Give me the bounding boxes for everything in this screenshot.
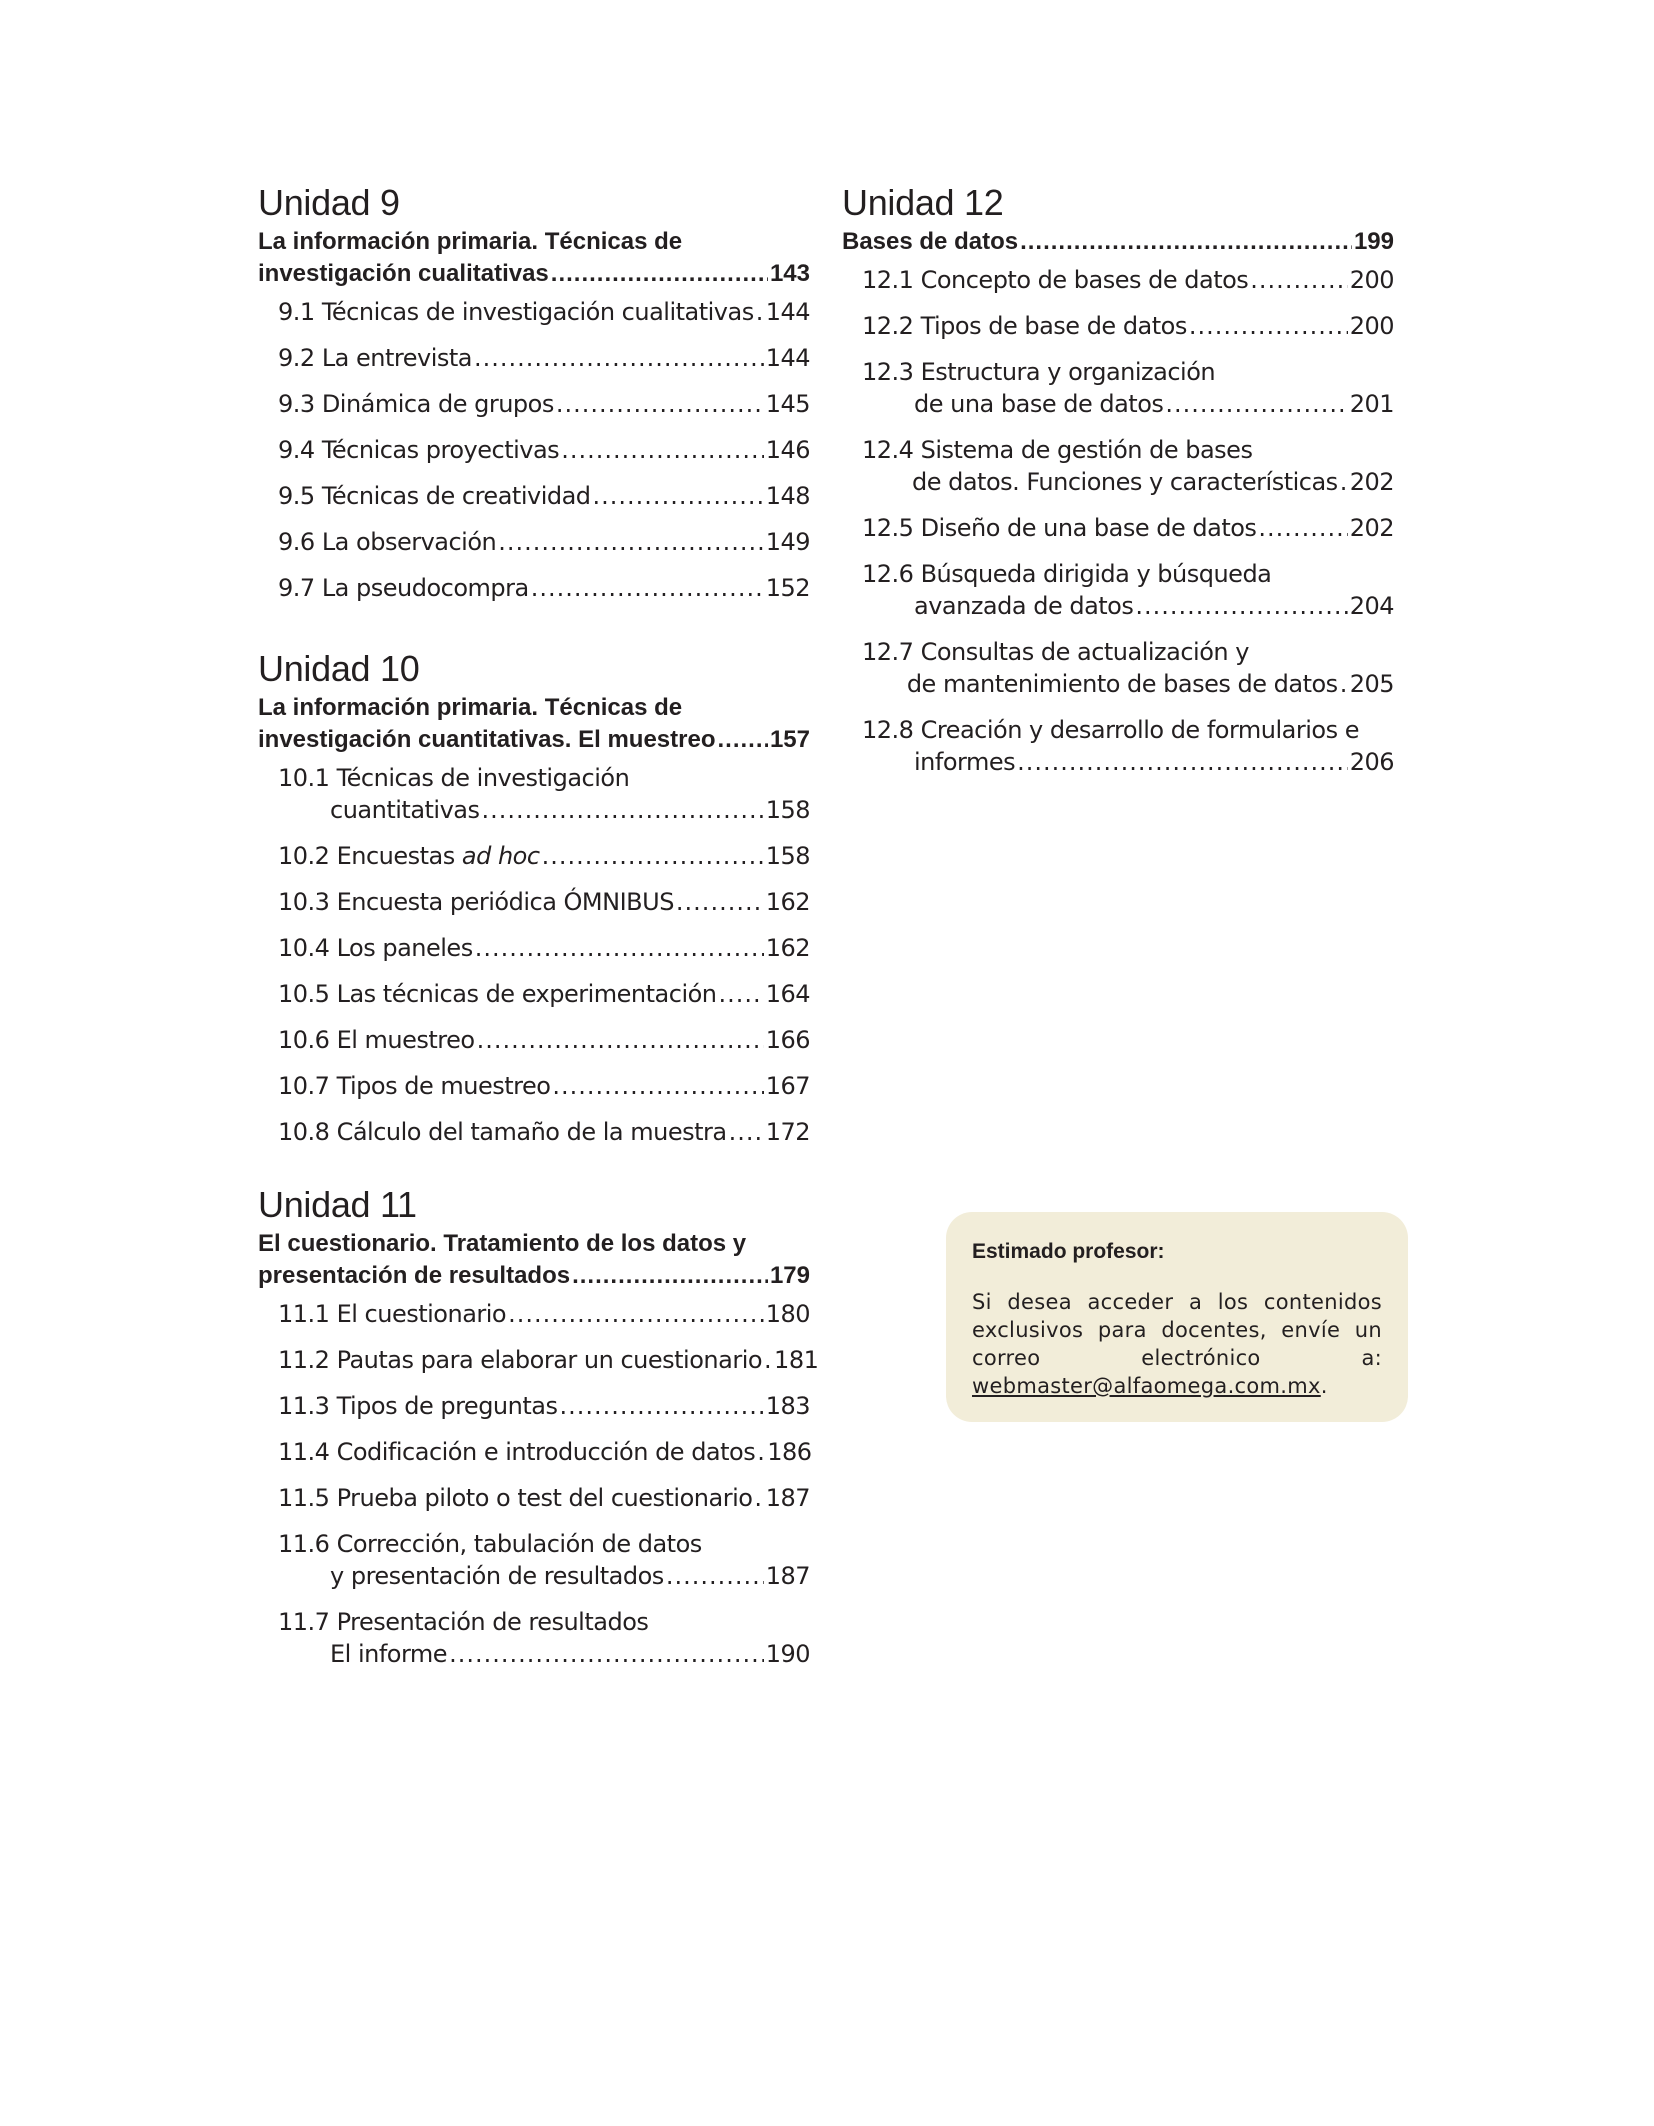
entry-number: 12.8 [862, 716, 914, 744]
entry-number: 10.8 [278, 1118, 330, 1146]
entry-text: Presentación de resultados [336, 1608, 649, 1636]
entry-text: Técnicas de creatividad [321, 482, 591, 510]
page-number: 183 [765, 1392, 810, 1420]
leader-dots [474, 342, 764, 374]
toc-entry-9-1[interactable] [258, 296, 810, 328]
unit-title: Unidad 11 [258, 1184, 417, 1225]
entry-number: 12.7 [862, 638, 914, 666]
page-number: 179 [769, 1262, 810, 1289]
page-number: 144 [765, 298, 811, 326]
page-number: 149 [765, 528, 810, 556]
unit-subtitle [258, 1228, 810, 1292]
leader-dots [561, 434, 764, 466]
page-number: 187 [765, 1484, 810, 1512]
unit-subtitle-text: presentación de resultados [258, 1262, 571, 1289]
page-number: 187 [765, 1562, 810, 1590]
leader-dots [1189, 310, 1348, 342]
page-number: 200 [1349, 312, 1394, 340]
leader-dots [449, 1638, 764, 1670]
entry-number: 10.7 [278, 1072, 330, 1100]
entry-number: 10.2 [278, 842, 330, 870]
toc-entry-10-4[interactable] [258, 932, 810, 964]
page-number: 180 [765, 1300, 810, 1328]
entry-number: 9.1 [278, 298, 315, 326]
toc-entry-11-5[interactable] [258, 1482, 810, 1514]
unit-10 [258, 648, 810, 1148]
unit-subtitle-text: investigación cualitativas [258, 260, 549, 287]
toc-entry-9-5[interactable] [258, 480, 810, 512]
notice-suffix: . [1320, 1374, 1328, 1398]
toc-entry-10-3[interactable] [258, 886, 810, 918]
leader-dots [729, 1116, 764, 1148]
entry-text: Consultas de actualización y [920, 638, 1249, 666]
unit-subtitle-text: Bases de datos [842, 228, 1019, 255]
entry-number: 12.4 [862, 436, 914, 464]
entry-text: Técnicas de investigación cualitativas [321, 298, 754, 326]
entry-text: Codificación e introducción de datos [336, 1438, 756, 1466]
page-number: 201 [1349, 390, 1394, 418]
entry-number: 9.7 [278, 574, 315, 602]
leader-dots [1135, 590, 1347, 622]
page-number: 162 [765, 934, 810, 962]
entry-number: 11.4 [278, 1438, 330, 1466]
page-number: 206 [1349, 748, 1394, 776]
toc-entry-9-4[interactable] [258, 434, 810, 466]
entry-text-continued: de una base de datos [914, 390, 1164, 418]
leader-dots [572, 1260, 768, 1292]
leader-dots [754, 1482, 763, 1514]
entry-number: 10.4 [278, 934, 330, 962]
entry-text: Cálculo del tamaño de la muestra [336, 1118, 727, 1146]
unit-subtitle-line: El cuestionario. Tratamiento de los datos y [258, 1230, 747, 1257]
leader-dots [531, 572, 764, 604]
entry-list [842, 264, 1394, 778]
page-number: 152 [765, 574, 810, 602]
page-number: 200 [1349, 266, 1394, 294]
page-number: 158 [765, 796, 810, 824]
leader-dots [1250, 264, 1347, 296]
page-number: 172 [765, 1118, 810, 1146]
entry-text: Concepto de bases de datos [920, 266, 1249, 294]
entry-number: 12.2 [862, 312, 914, 340]
entry-text-continued: de mantenimiento de bases de datos [906, 670, 1338, 698]
entry-text: Las técnicas de experimentación [336, 980, 717, 1008]
entry-number: 10.1 [278, 764, 330, 792]
page-number: 162 [765, 888, 810, 916]
page-number: 166 [765, 1026, 810, 1054]
page-number: 148 [765, 482, 810, 510]
unit-title: Unidad 10 [258, 648, 420, 689]
notice-body [972, 1288, 1382, 1400]
page-number: 181 [774, 1346, 819, 1374]
unit-subtitle-row[interactable] [258, 724, 810, 756]
unit-subtitle-row[interactable] [842, 226, 1394, 258]
leader-dots [508, 1298, 764, 1330]
entry-number: 10.3 [278, 888, 330, 916]
toc-entry-10-5[interactable] [258, 978, 810, 1010]
entry-text-continued: avanzada de datos [914, 592, 1134, 620]
page-number: 205 [1349, 670, 1394, 698]
toc-entry-9-2[interactable] [258, 342, 810, 374]
leader-dots [477, 1024, 764, 1056]
entry-text: La entrevista [321, 344, 473, 372]
page-number: 157 [769, 726, 810, 753]
entry-list [258, 1298, 819, 1670]
entry-text: Encuestas [336, 842, 455, 870]
entry-number: 9.5 [278, 482, 315, 510]
leader-dots [666, 1560, 764, 1592]
page-number: 199 [1353, 228, 1394, 255]
unit-subtitle-row[interactable] [258, 258, 810, 290]
notice-text: Si desea acceder a los contenidos exclusivos para docentes, envíe un correo electrónico a: [972, 1290, 1382, 1370]
unit-subtitle-row[interactable] [258, 1260, 810, 1292]
entry-text: Tipos de preguntas [336, 1392, 558, 1420]
entry-number: 12.1 [862, 266, 914, 294]
entry-number: 9.6 [278, 528, 315, 556]
leader-dots [676, 886, 764, 918]
toc-entry-11-2[interactable] [258, 1344, 819, 1376]
entry-number: 11.5 [278, 1484, 330, 1512]
page-number: 202 [1349, 514, 1394, 542]
page-number: 190 [765, 1640, 810, 1668]
page-number: 146 [765, 436, 810, 464]
entry-number: 11.2 [278, 1346, 330, 1374]
leader-dots [1165, 388, 1347, 420]
entry-text: Técnicas de investigación [336, 764, 630, 792]
page-number: 167 [765, 1072, 810, 1100]
toc-entry-11-1[interactable] [258, 1298, 810, 1330]
entry-text: Estructura y organización [920, 358, 1216, 386]
unit-11 [258, 1184, 819, 1670]
entry-text: Creación y desarrollo de formularios e [920, 716, 1359, 744]
page-number: 158 [765, 842, 810, 870]
toc-entry-12-6[interactable] [842, 558, 1394, 622]
entry-number: 10.5 [278, 980, 330, 1008]
unit-subtitle [842, 226, 1394, 258]
leader-dots [475, 932, 764, 964]
page-number: 144 [765, 344, 810, 372]
entry-text: Corrección, tabulación de datos [336, 1530, 702, 1558]
entry-text: Dinámica de grupos [321, 390, 554, 418]
toc-entry-11-7[interactable] [258, 1606, 810, 1670]
toc-entry-9-3[interactable] [258, 388, 810, 420]
leader-dots [482, 794, 764, 826]
leader-dots [542, 840, 764, 872]
page-number: 202 [1349, 468, 1394, 496]
entry-number: 9.3 [278, 390, 315, 418]
entry-number: 11.7 [278, 1608, 330, 1636]
entry-text: El muestreo [336, 1026, 475, 1054]
entry-number: 9.4 [278, 436, 315, 464]
unit-subtitle-text: investigación cuantitativas. El muestreo [258, 726, 716, 753]
entry-text: Sistema de gestión de bases [920, 436, 1253, 464]
entry-text: Tipos de base de datos [920, 312, 1187, 340]
leader-dots [719, 978, 764, 1010]
toc-entry-12-8[interactable] [842, 714, 1394, 778]
unit-subtitle-line: La información primaria. Técnicas de [258, 228, 683, 255]
notice-title: Estimado profesor: [972, 1240, 1165, 1263]
page-number: 186 [767, 1438, 812, 1466]
leader-dots [1258, 512, 1347, 544]
entry-text-continued: de datos. Funciones y características [911, 468, 1338, 496]
leader-dots [556, 388, 764, 420]
entry-text-continued: y presentación de resultados [330, 1562, 664, 1590]
toc-entry-12-2[interactable] [842, 310, 1394, 342]
entry-number: 10.6 [278, 1026, 330, 1054]
entry-text-continued: informes [914, 748, 1016, 776]
email-link[interactable]: webmaster@alfaomega.com.mx [972, 1374, 1321, 1398]
entry-list [258, 762, 810, 1148]
entry-text: Encuesta periódica ÓMNIBUS [336, 888, 674, 916]
toc-entry-10-1[interactable] [258, 762, 810, 826]
leader-dots [1340, 466, 1348, 498]
entry-text-italic: ad hoc [461, 842, 540, 870]
unit-title: Unidad 12 [842, 182, 1004, 223]
toc-entry-12-4[interactable] [842, 434, 1394, 498]
leader-dots [764, 1344, 772, 1376]
entry-text: Los paneles [336, 934, 473, 962]
entry-text: La observación [321, 528, 497, 556]
page-number: 143 [769, 260, 810, 287]
entry-list [258, 296, 810, 604]
teacher-notice-box [946, 1212, 1408, 1422]
leader-dots [757, 1436, 765, 1468]
page-number: 145 [765, 390, 810, 418]
toc-entry-11-4[interactable] [258, 1436, 810, 1468]
unit-subtitle-line: La información primaria. Técnicas de [258, 694, 683, 721]
entry-text: Tipos de muestreo [336, 1072, 551, 1100]
toc-entry-10-8[interactable] [258, 1116, 810, 1148]
toc-entry-9-6[interactable] [258, 526, 810, 558]
entry-number: 12.6 [862, 560, 914, 588]
toc-entry-12-3[interactable] [842, 356, 1394, 420]
page-number: 164 [765, 980, 810, 1008]
entry-number: 12.3 [862, 358, 914, 386]
unit-9 [258, 182, 810, 604]
page-number: 204 [1349, 592, 1394, 620]
leader-dots [498, 526, 763, 558]
toc-entry-11-6[interactable] [258, 1528, 810, 1592]
toc-entry-10-2[interactable] [258, 840, 810, 872]
leader-dots [1020, 226, 1352, 258]
entry-text: Pautas para elaborar un cuestionario [336, 1346, 763, 1374]
leader-dots [1017, 746, 1348, 778]
unit-subtitle [258, 692, 810, 756]
entry-text-continued: cuantitativas [330, 796, 480, 824]
entry-text: Prueba piloto o test del cuestionario [336, 1484, 753, 1512]
entry-number: 11.6 [278, 1530, 330, 1558]
entry-number: 12.5 [862, 514, 914, 542]
entry-text: La pseudocompra [321, 574, 529, 602]
toc-entry-10-6[interactable] [258, 1024, 810, 1056]
entry-text: Búsqueda dirigida y búsqueda [920, 560, 1272, 588]
entry-number: 11.1 [278, 1300, 330, 1328]
toc-entry-9-7[interactable] [258, 572, 810, 604]
toc-entry-12-5[interactable] [842, 512, 1394, 544]
unit-subtitle [258, 226, 810, 290]
leader-dots [756, 296, 764, 328]
entry-number: 9.2 [278, 344, 315, 372]
leader-dots [551, 258, 768, 290]
leader-dots [1340, 668, 1348, 700]
unit-12 [842, 182, 1394, 778]
entry-text: Diseño de una base de datos [920, 514, 1257, 542]
toc-entry-11-3[interactable] [258, 1390, 810, 1422]
leader-dots [593, 480, 764, 512]
toc-entry-12-1[interactable] [842, 264, 1394, 296]
unit-title: Unidad 9 [258, 182, 400, 223]
entry-number: 11.3 [278, 1392, 330, 1420]
leader-dots [717, 724, 767, 756]
entry-text-continued: El informe [330, 1640, 448, 1668]
toc-entry-10-7[interactable] [258, 1070, 810, 1102]
toc-entry-12-7[interactable] [842, 636, 1394, 700]
entry-text: El cuestionario [336, 1300, 507, 1328]
leader-dots [552, 1070, 763, 1102]
leader-dots [559, 1390, 763, 1422]
entry-text: Técnicas proyectivas [321, 436, 560, 464]
